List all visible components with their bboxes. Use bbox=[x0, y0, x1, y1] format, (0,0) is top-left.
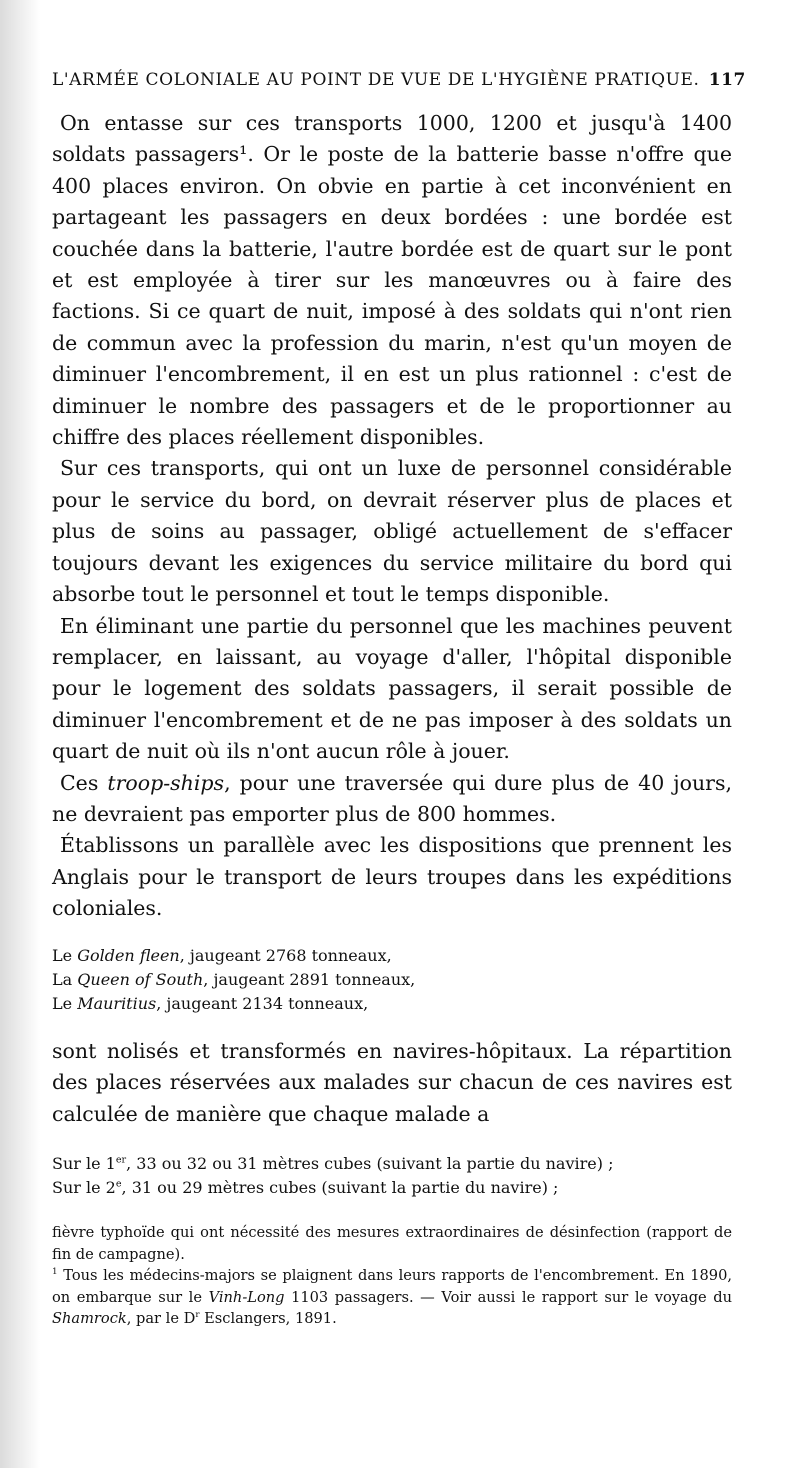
paragraph-3: En éliminant une partie du personnel que les machines peuvent remplacer, en laissant, au voyage d'aller, l'hôpital disponible pour le logement des soldats passagers, il serait possible de diminuer l'encombrement et de ne pas imposer à des soldats un quart de nuit où ils n'ont aucun rôle à jouer. bbox=[52, 613, 732, 764]
footnote-ship-name: Shamrock bbox=[52, 1310, 127, 1327]
paragraph-after-ships: sont nolisés et transformés en navires-hôpitaux. La répartition des places réservées aux malades sur chacun de ces navires est calculée de manière que chaque malade a bbox=[52, 1039, 732, 1126]
paragraph-troopships bbox=[52, 768, 732, 831]
after-ships-text bbox=[52, 1036, 732, 1130]
ship-line-3 bbox=[52, 992, 732, 1016]
ship-name: Queen of South bbox=[77, 970, 204, 989]
capacity-value: , 33 ou 32 ou 31 mètres cubes (suivant la partie du navire) ; bbox=[126, 1154, 614, 1173]
footnote-text: , par le D bbox=[126, 1310, 196, 1327]
ship-line-1 bbox=[52, 944, 732, 968]
troopships-lead: Ces bbox=[60, 770, 99, 795]
footnote-1 bbox=[52, 1265, 732, 1330]
footnote-text: 1103 passagers. — Voir aussi le rapport sur le voyage du bbox=[284, 1288, 732, 1306]
running-head-title: L'ARMÉE COLONIALE AU POINT DE VUE DE L'HYGIÈNE PRATIQUE. bbox=[52, 70, 700, 90]
ship-line-2 bbox=[52, 968, 732, 992]
footnote-marker: 1 bbox=[52, 1267, 58, 1278]
capacity-line-1 bbox=[52, 1152, 742, 1176]
capacity-label: Sur le 1 bbox=[52, 1154, 116, 1173]
page-number: 117 bbox=[708, 70, 746, 90]
footnote-text: Esclangers, 1891. bbox=[199, 1310, 337, 1327]
paragraph-2: Sur ces transports, qui ont un luxe de personnel considérable pour le service du bord, on devrait réserver plus de places et plus de soins au passager, obligé actuellement de s'effacer toujours devant les exigences du service militaire du bord qui absorbe tout le personnel et tout le temps disponible. bbox=[52, 456, 732, 607]
capacity-value: , 31 ou 29 mètres cubes (suivant la partie du navire) ; bbox=[121, 1178, 559, 1197]
body-text bbox=[52, 108, 732, 925]
ship-list bbox=[52, 944, 732, 1016]
gutter-shadow bbox=[0, 0, 40, 1468]
troopships-term: troop-ships bbox=[107, 770, 225, 795]
ordinal-superscript: e bbox=[115, 1178, 122, 1190]
footnote-text: Tous les médecins-majors se plaignent dans leurs rapports de l'encombrement. En 1890, on embarque sur le bbox=[52, 1267, 733, 1306]
ship-article: Le bbox=[52, 946, 73, 965]
ship-tonnage: , jaugeant 2768 tonneaux, bbox=[179, 946, 392, 965]
ship-article: Le bbox=[52, 994, 73, 1013]
footnote-continued: fièvre typhoïde qui ont nécessité des mesures extraordinaires de désinfection (rapport de fin de campagne). bbox=[52, 1224, 732, 1263]
capacity-label: Sur le 2 bbox=[52, 1178, 116, 1197]
paragraph-1: On entasse sur ces transports 1000, 1200 et jusqu'à 1400 soldats passagers¹. Or le poste de la batterie basse n'offre que 400 places environ. On obvie en partie à cet inconvénient en partageant les passagers en deux bordées : une bordée est couchée dans la batterie, l'autre bordée est de quart sur le pont et est employée à tirer sur les manœuvres ou à faire des factions. Si ce quart de nuit, imposé à des soldats qui n'ont rien de commun avec la profession du marin, n'est qu'un moyen de diminuer l'encombrement, il en est un plus rationnel : c'est de diminuer le nombre des passagers et de le proportionner au chiffre des places réellement disponibles. bbox=[52, 111, 732, 450]
capacity-list bbox=[52, 1152, 742, 1200]
paragraph-english: Établissons un parallèle avec les dispositions que prennent les Anglais pour le transport de leurs troupes dans les expéditions coloniales. bbox=[52, 833, 732, 921]
footnote-ship-name: Vinh-Long bbox=[208, 1288, 285, 1306]
ship-tonnage: , jaugeant 2891 tonneaux, bbox=[203, 970, 416, 989]
ordinal-superscript: er bbox=[115, 1154, 127, 1166]
ship-name: Golden fleen bbox=[77, 946, 180, 965]
ship-article: La bbox=[52, 970, 73, 989]
troopships-rest: , pour une traversée qui dure plus de 40 jours, ne devraient pas emporter plus de 800 hommes. bbox=[52, 770, 732, 826]
ship-tonnage: , jaugeant 2134 tonneaux, bbox=[156, 994, 369, 1013]
running-head bbox=[52, 70, 746, 96]
footnotes bbox=[52, 1222, 732, 1330]
ship-name: Mauritius bbox=[77, 994, 157, 1013]
capacity-line-2 bbox=[52, 1176, 742, 1200]
doctor-superscript: r bbox=[195, 1310, 200, 1321]
